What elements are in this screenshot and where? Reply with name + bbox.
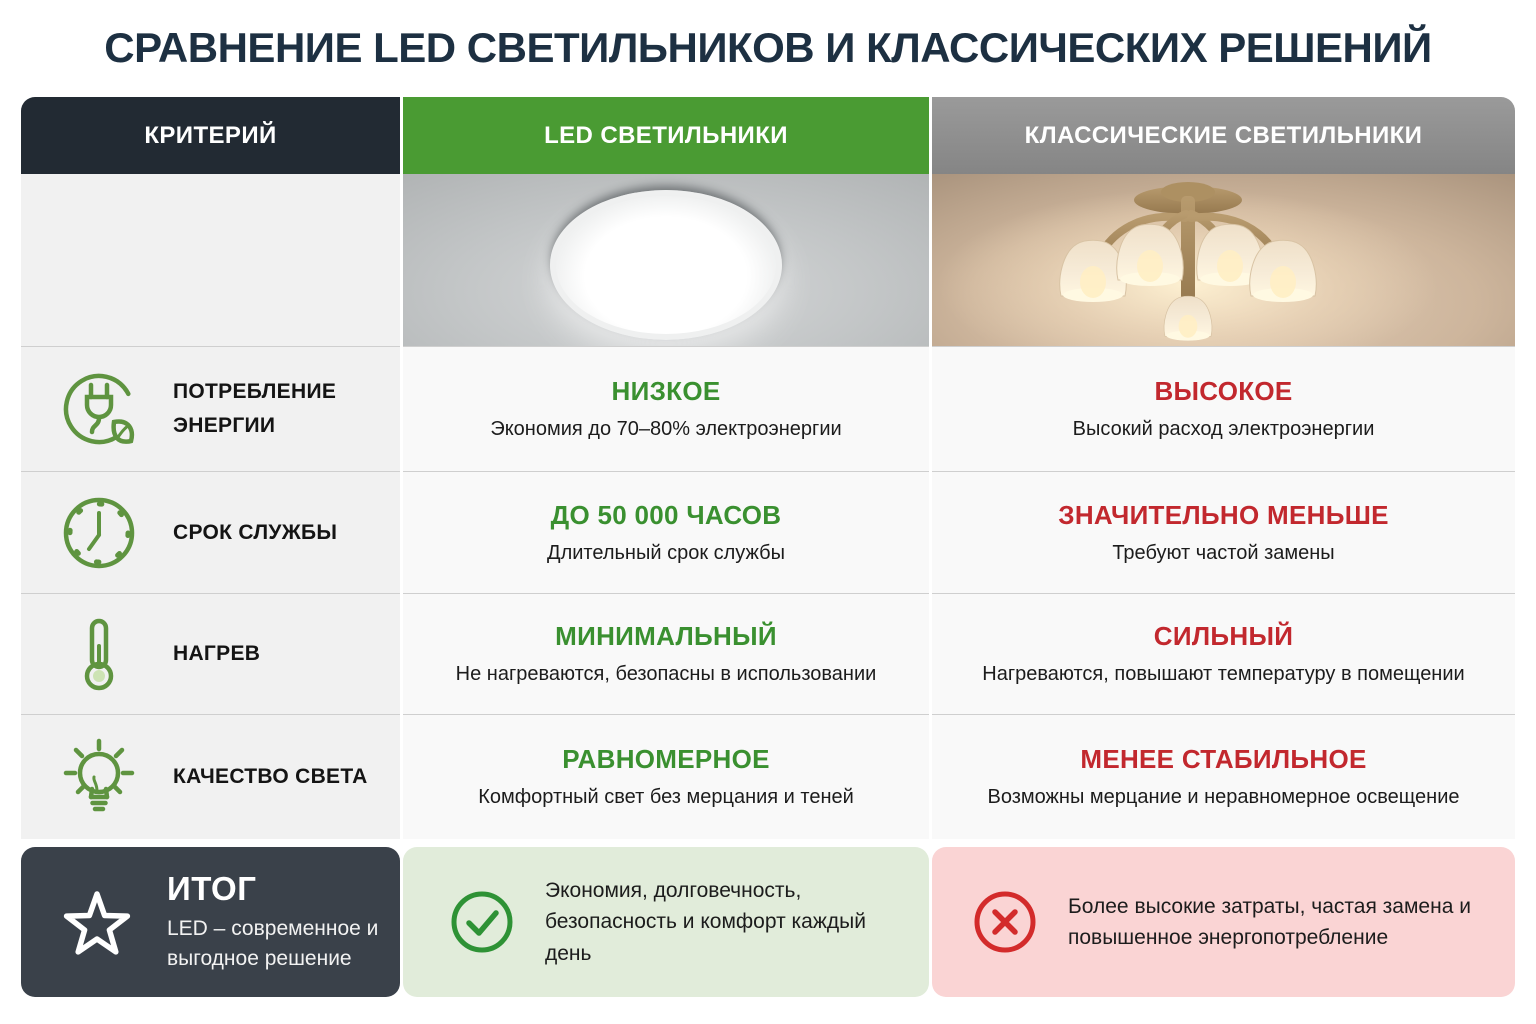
classic-energy-title: ВЫСОКОЕ	[1154, 376, 1293, 406]
criterion-label: СРОК СЛУЖБЫ	[173, 520, 338, 544]
criterion-label: ПОТРЕБЛЕНИЕ ЭНЕРГИИ	[173, 380, 337, 437]
led-lifespan-title: ДО 50 000 ЧАСОВ	[550, 499, 782, 530]
led-quality-cell	[403, 714, 929, 839]
led-lifespan-cell	[403, 471, 929, 593]
criterion-label: НАГРЕВ	[173, 642, 261, 666]
criterion-energy	[21, 346, 400, 471]
check-circle-icon	[449, 889, 515, 955]
plug-leaf-icon	[57, 367, 141, 451]
criterion-heat	[21, 593, 400, 714]
classic-quality-cell	[932, 714, 1515, 839]
classic-lifespan-cell	[932, 471, 1515, 593]
x-circle-icon	[972, 889, 1038, 955]
led-energy-cell	[403, 346, 929, 471]
led-heat-title: МИНИМАЛЬНЫЙ	[555, 621, 777, 651]
classic-heat-text: Нагреваются, повышают температуру в помещении	[982, 663, 1465, 685]
led-heat-text: Не нагреваются, безопасны в использовании	[455, 663, 877, 685]
led-energy-text: Экономия до 70–80% электроэнергии	[490, 418, 842, 440]
classic-heat-cell	[932, 593, 1515, 714]
led-heat-cell	[403, 593, 929, 714]
summary-classic-text: Более высокие затраты, частая замена и повышенное энергопотребление	[1068, 894, 1471, 949]
header-led: LED СВЕТИЛЬНИКИ	[403, 97, 929, 174]
classic-quality-text: Возможны мерцание и неравномерное освещение	[987, 786, 1460, 808]
classic-lifespan-title: ЗНАЧИТЕЛЬНО МЕНЬШЕ	[1058, 499, 1389, 530]
photo-row-empty-cell	[21, 174, 400, 346]
page-title: СРАВНЕНИЕ LED СВЕТИЛЬНИКОВ И КЛАССИЧЕСКИХ РЕШЕНИЙ	[104, 24, 1432, 71]
led-quality-title: РАВНОМЕРНОЕ	[562, 744, 770, 774]
summary-led-text: Экономия, долговечность, безопасность и комфорт каждый день	[545, 878, 866, 965]
chandelier-photo	[932, 174, 1515, 346]
classic-lifespan-text: Требуют частой замены	[1112, 541, 1335, 564]
classic-heat-title: СИЛЬНЫЙ	[1153, 621, 1294, 651]
summary-title: ИТОГ	[167, 869, 257, 907]
light-bulb-icon	[57, 735, 141, 819]
led-ceiling-lamp-image	[550, 190, 782, 340]
led-quality-text: Комфортный свет без мерцания и теней	[478, 786, 854, 808]
classic-quality-title: МЕНЕЕ СТАБИЛЬНОЕ	[1080, 744, 1367, 774]
summary-row	[21, 847, 1515, 997]
led-energy-title: НИЗКОЕ	[611, 376, 721, 406]
classic-energy-text: Высокий расход электроэнергии	[1072, 418, 1375, 440]
summary-led-cell	[403, 847, 929, 997]
led-lamp-photo	[403, 174, 929, 346]
classic-chandelier-image	[932, 174, 1515, 346]
summary-text-block	[167, 870, 397, 975]
header-classic: КЛАССИЧЕСКИЕ СВЕТИЛЬНИКИ	[932, 97, 1515, 174]
criterion-light-quality	[21, 714, 400, 839]
criterion-label: КАЧЕСТВО СВЕТА	[173, 765, 368, 789]
thermometer-icon	[57, 612, 141, 696]
header-criterion: КРИТЕРИЙ	[21, 97, 400, 174]
clock-icon	[57, 491, 141, 575]
classic-energy-cell	[932, 346, 1515, 471]
summary-classic-cell	[932, 847, 1515, 997]
summary-criterion-cell	[21, 847, 400, 997]
comparison-table	[21, 97, 1515, 839]
star-icon	[55, 880, 139, 964]
led-lifespan-text: Длительный срок службы	[547, 541, 785, 564]
criterion-lifespan	[21, 471, 400, 593]
summary-subtitle: LED – современное и выгодное решение	[167, 916, 379, 970]
